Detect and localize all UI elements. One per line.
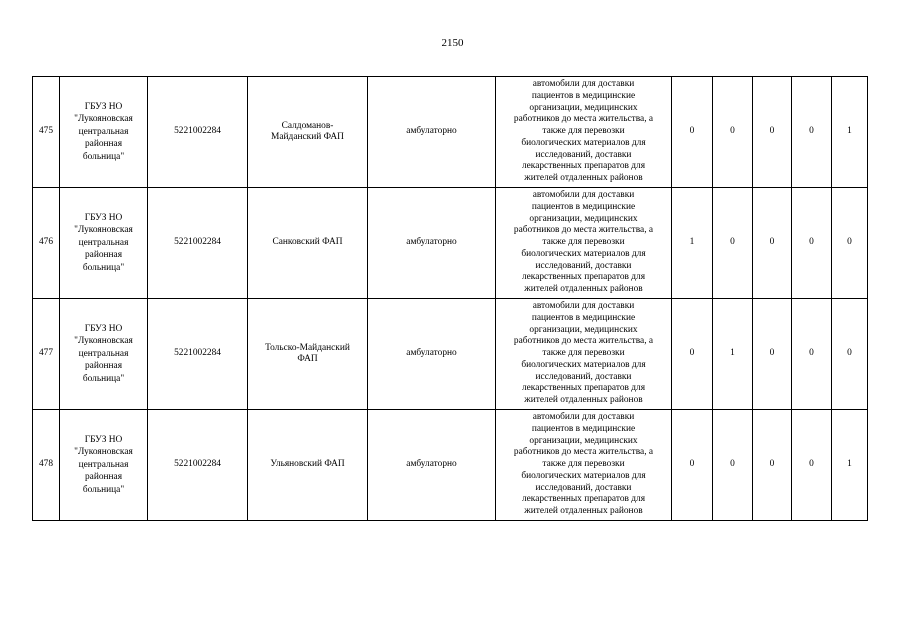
organization-cell-line: больница": [82, 484, 125, 495]
row-number-cell: 478: [33, 410, 60, 521]
organization-cell-line: районная: [84, 250, 123, 261]
table-row: [33, 410, 868, 521]
inn-cell: 5221002284: [148, 188, 248, 299]
organization-cell-line: "Лукояновская: [74, 225, 133, 236]
care-type-cell: амбулаторно: [368, 77, 496, 188]
row-number-cell: 477: [33, 299, 60, 410]
purpose-cell-line: биологических материалов для: [521, 248, 646, 259]
purpose-cell-line: жителей отдаленных районов: [524, 505, 643, 516]
organization-cell-line: районная: [84, 472, 123, 483]
value-cell-3: 0: [753, 410, 792, 521]
organization-cell-line: "Лукояновская: [74, 114, 133, 125]
facility-cell: [248, 188, 368, 299]
purpose-cell: [496, 410, 672, 521]
purpose-cell-line: жителей отдаленных районов: [524, 394, 643, 405]
purpose-cell-line: биологических материалов для: [521, 470, 646, 481]
purpose-cell-line: автомобили для доставки: [532, 301, 635, 312]
purpose-cell-line: организации, медицинских: [529, 102, 638, 113]
purpose-cell-line: работников до места жительства, а: [513, 114, 654, 125]
organization-cell-line: больница": [82, 151, 125, 162]
purpose-cell: [496, 299, 672, 410]
purpose-cell-line: биологических материалов для: [521, 359, 646, 370]
purpose-cell-line: жителей отдаленных районов: [524, 172, 643, 183]
facility-cell: [248, 77, 368, 188]
value-cell-3: 0: [753, 299, 792, 410]
facility-cell-line: Санковский ФАП: [272, 237, 343, 248]
organization-cell-line: центральная: [78, 348, 129, 359]
organization-cell-line: больница": [82, 373, 125, 384]
table-row: [33, 299, 868, 410]
organization-cell-line: центральная: [78, 459, 129, 470]
value-cell-2: 0: [713, 77, 753, 188]
value-cell-3: 0: [753, 77, 792, 188]
organization-cell-line: ГБУЗ НО: [84, 101, 123, 112]
organization-cell-line: районная: [84, 361, 123, 372]
organization-cell-line: ГБУЗ НО: [84, 434, 123, 445]
purpose-cell-line: также для перевозки: [542, 459, 625, 470]
purpose-cell: [496, 77, 672, 188]
value-cell-5: 1: [832, 77, 868, 188]
purpose-cell-line: лекарственных препаратов для: [521, 272, 646, 283]
inn-cell: 5221002284: [148, 77, 248, 188]
care-type-cell: амбулаторно: [368, 410, 496, 521]
purpose-cell-line: лекарственных препаратов для: [521, 161, 646, 172]
value-cell-3: 0: [753, 188, 792, 299]
facility-cell-line: Салдоманов-: [281, 120, 334, 131]
page-number: 2150: [441, 37, 464, 49]
value-cell-1: 0: [672, 77, 713, 188]
purpose-cell-line: также для перевозки: [542, 126, 625, 137]
purpose-cell-line: работников до места жительства, а: [513, 447, 654, 458]
value-cell-4: 0: [792, 299, 832, 410]
value-cell-5: 0: [832, 188, 868, 299]
purpose-cell-line: биологических материалов для: [521, 137, 646, 148]
facility-cell-line: Тольско-Майданский: [265, 342, 350, 353]
value-cell-4: 0: [792, 188, 832, 299]
organization-cell-line: районная: [84, 139, 123, 150]
purpose-cell-line: работников до места жительства, а: [513, 336, 654, 347]
purpose-cell-line: автомобили для доставки: [532, 190, 635, 201]
organization-cell-line: ГБУЗ НО: [84, 323, 123, 334]
care-type-cell: амбулаторно: [368, 299, 496, 410]
purpose-cell-line: пациентов в медицинские: [531, 424, 636, 435]
purpose-cell-line: организации, медицинских: [529, 324, 638, 335]
value-cell-2: 0: [713, 188, 753, 299]
table-row: [33, 77, 868, 188]
organization-cell: [60, 77, 148, 188]
value-cell-1: 1: [672, 188, 713, 299]
table-row: [33, 188, 868, 299]
organization-cell-line: "Лукояновская: [74, 447, 133, 458]
purpose-cell-line: жителей отдаленных районов: [524, 283, 643, 294]
purpose-cell-line: исследований, доставки: [535, 149, 632, 160]
organization-cell-line: ГБУЗ НО: [84, 212, 123, 223]
purpose-cell-line: работников до места жительства, а: [513, 225, 654, 236]
purpose-cell-line: пациентов в медицинские: [531, 91, 636, 102]
facility-cell-line: Майданский ФАП: [271, 132, 344, 142]
purpose-cell-line: пациентов в медицинские: [531, 202, 636, 213]
organization-cell-line: центральная: [78, 237, 129, 248]
organization-cell-line: больница": [82, 262, 125, 273]
value-cell-1: 0: [672, 299, 713, 410]
purpose-cell-line: также для перевозки: [542, 237, 625, 248]
purpose-cell-line: пациентов в медицинские: [531, 313, 636, 324]
facility-cell-line: Ульяновский ФАП: [270, 459, 345, 470]
purpose-cell-line: автомобили для доставки: [532, 412, 635, 423]
purpose-cell-line: исследований, доставки: [535, 260, 632, 271]
purpose-cell-line: также для перевозки: [542, 348, 625, 359]
organization-cell-line: центральная: [78, 126, 129, 137]
inn-cell: 5221002284: [148, 299, 248, 410]
purpose-cell-line: лекарственных препаратов для: [521, 383, 646, 394]
inn-cell: 5221002284: [148, 410, 248, 521]
organization-cell: [60, 188, 148, 299]
purpose-cell-line: организации, медицинских: [529, 213, 638, 224]
value-cell-4: 0: [792, 410, 832, 521]
facility-cell: [248, 410, 368, 521]
organization-cell: [60, 299, 148, 410]
value-cell-5: 1: [832, 410, 868, 521]
facility-cell: [248, 299, 368, 410]
care-type-cell: амбулаторно: [368, 188, 496, 299]
purpose-cell-line: лекарственных препаратов для: [521, 494, 646, 505]
purpose-cell-line: исследований, доставки: [535, 371, 632, 382]
value-cell-1: 0: [672, 410, 713, 521]
value-cell-4: 0: [792, 77, 832, 188]
row-number-cell: 475: [33, 77, 60, 188]
organization-cell: [60, 410, 148, 521]
value-cell-5: 0: [832, 299, 868, 410]
value-cell-2: 1: [713, 299, 753, 410]
table-body: [33, 77, 868, 521]
purpose-cell-line: организации, медицинских: [529, 435, 638, 446]
row-number-cell: 476: [33, 188, 60, 299]
purpose-cell-line: исследований, доставки: [535, 482, 632, 493]
data-table: [32, 76, 868, 521]
organization-cell-line: "Лукояновская: [74, 336, 133, 347]
purpose-cell-line: автомобили для доставки: [532, 79, 635, 90]
purpose-cell: [496, 188, 672, 299]
facility-cell-line: ФАП: [297, 354, 318, 364]
value-cell-2: 0: [713, 410, 753, 521]
